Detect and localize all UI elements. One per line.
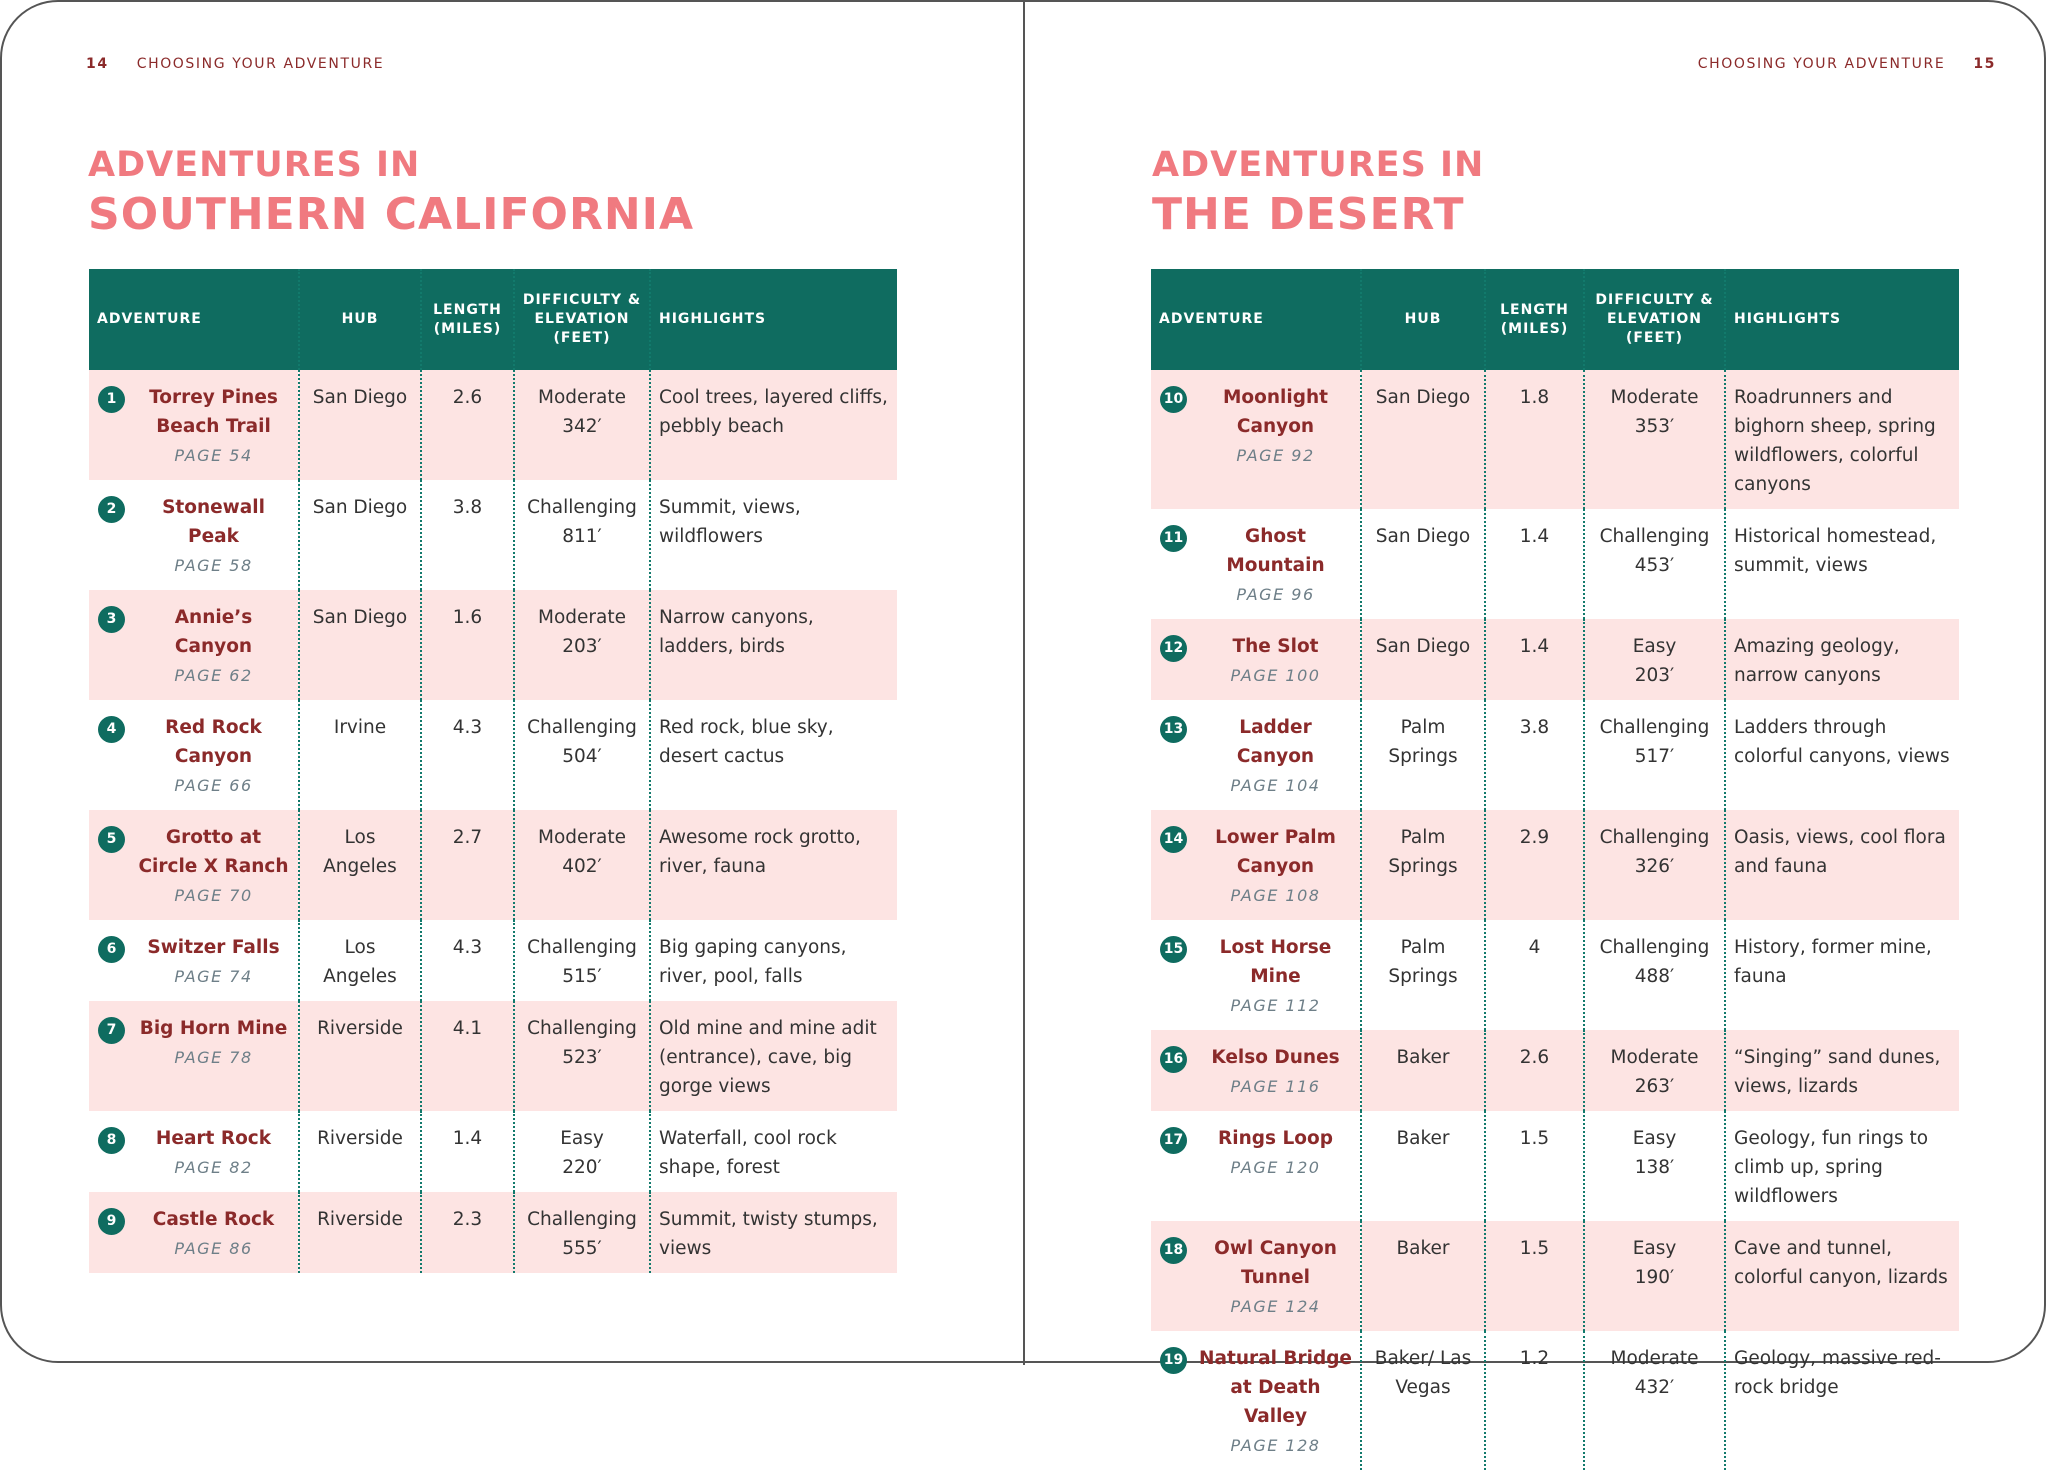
length-cell: 2.9 [1485, 810, 1584, 920]
adventure-name: Torrey Pines Beach Trail [149, 387, 278, 437]
adventure-cell [1151, 810, 1361, 920]
table-header-row [89, 269, 897, 370]
table-row [89, 1001, 897, 1111]
length-cell: 1.2 [1485, 1331, 1584, 1470]
hub-cell: Baker [1361, 1111, 1485, 1221]
elevation-value: 402′ [562, 856, 602, 877]
length-cell: 1.4 [421, 1111, 514, 1192]
length-cell: 1.5 [1485, 1111, 1584, 1221]
adventure-name: Ladder Canyon [1236, 717, 1315, 767]
adventure-name: Lost Horse Mine [1219, 937, 1332, 987]
table-row [89, 810, 897, 920]
adventure-name: Grotto at Circle X Ranch [138, 827, 289, 877]
length-cell: 4.3 [421, 920, 514, 1001]
length-cell: 2.7 [421, 810, 514, 920]
length-cell: 2.6 [1485, 1030, 1584, 1111]
difficulty-label: Moderate [538, 827, 626, 848]
hub-cell: Riverside [299, 1111, 421, 1192]
table-row [1151, 1221, 1959, 1331]
adventure-number-badge: 2 [98, 496, 125, 523]
highlights-cell: Waterfall, cool rock shape, forest [650, 1111, 897, 1192]
elevation-value: 515′ [562, 966, 602, 987]
difficulty-cell [514, 370, 650, 480]
difficulty-label: Challenging [1599, 827, 1710, 848]
elevation-value: 453′ [1634, 555, 1675, 576]
header-difficulty: DIFFICULTY & ELEVATION (FEET) [1584, 269, 1725, 370]
adventure-name: Owl Canyon Tunnel [1214, 1238, 1337, 1288]
adventure-page-ref: PAGE 128 [1230, 1436, 1321, 1455]
adventure-page-ref: PAGE 78 [174, 1048, 253, 1067]
elevation-value: 203′ [562, 636, 602, 657]
hub-cell: San Diego [1361, 619, 1485, 700]
header-length: LENGTH (MILES) [421, 269, 514, 370]
hub-cell: Baker [1361, 1221, 1485, 1331]
header-adventure: ADVENTURE [1151, 269, 1361, 370]
adventure-number-badge: 6 [98, 936, 125, 963]
adventure-number-badge: 9 [98, 1208, 125, 1235]
adventure-page-ref: PAGE 116 [1230, 1077, 1321, 1096]
length-cell: 1.8 [1485, 370, 1584, 509]
adventure-page-ref: PAGE 124 [1230, 1297, 1321, 1316]
table-row [1151, 1331, 1959, 1470]
difficulty-label: Challenging [527, 497, 637, 518]
hub-cell: Palm Springs [1361, 700, 1485, 810]
length-cell: 1.4 [1485, 509, 1584, 619]
hub-cell: San Diego [1361, 370, 1485, 509]
length-cell: 4.1 [421, 1001, 514, 1111]
highlights-cell: Summit, twisty stumps, views [650, 1192, 897, 1273]
difficulty-label: Moderate [1610, 387, 1699, 408]
adventure-page-ref: PAGE 96 [1236, 585, 1315, 604]
elevation-value: 190′ [1634, 1267, 1675, 1288]
difficulty-cell [1584, 1331, 1725, 1470]
adventure-cell [1151, 1331, 1361, 1470]
adventure-name: Stonewall Peak [162, 497, 265, 547]
adventure-number-badge: 4 [98, 716, 125, 743]
adventure-cell [89, 480, 299, 590]
header-length: LENGTH (MILES) [1485, 269, 1584, 370]
adventure-name: Red Rock Canyon [165, 717, 262, 767]
length-cell: 3.8 [1485, 700, 1584, 810]
highlights-cell: Cool trees, layered cliffs, pebbly beach [650, 370, 897, 480]
left-page-number: 14 [86, 56, 109, 72]
adventure-number-badge: 12 [1160, 635, 1187, 662]
difficulty-label: Easy [1632, 1128, 1677, 1149]
difficulty-cell [514, 920, 650, 1001]
adventure-page-ref: PAGE 112 [1230, 996, 1321, 1015]
difficulty-cell [1584, 509, 1725, 619]
elevation-value: 138′ [1634, 1157, 1675, 1178]
elevation-value: 523′ [562, 1047, 602, 1068]
adventure-cell [89, 590, 299, 700]
elevation-value: 432′ [1634, 1377, 1675, 1398]
difficulty-label: Challenging [527, 937, 637, 958]
difficulty-cell [514, 590, 650, 700]
difficulty-cell [514, 1192, 650, 1273]
difficulty-label: Moderate [538, 607, 626, 628]
right-page-title [1152, 140, 1484, 240]
left-running-head [86, 56, 384, 72]
hub-cell: Baker [1361, 1030, 1485, 1111]
adventure-number-badge: 14 [1160, 826, 1187, 853]
length-cell: 1.6 [421, 590, 514, 700]
length-cell: 2.3 [421, 1192, 514, 1273]
highlights-cell: Narrow canyons, ladders, birds [650, 590, 897, 700]
adventure-number-badge: 8 [98, 1127, 125, 1154]
left-adventures-table [89, 269, 897, 1273]
highlights-cell: History, former mine, fauna [1725, 920, 1959, 1030]
difficulty-cell [1584, 1030, 1725, 1111]
adventure-number-badge: 7 [98, 1017, 125, 1044]
difficulty-cell [1584, 810, 1725, 920]
difficulty-cell [514, 480, 650, 590]
adventure-cell [1151, 1221, 1361, 1331]
adventure-name: Ghost Mountain [1226, 526, 1325, 576]
adventure-name: Castle Rock [152, 1209, 275, 1230]
hub-cell: Los Angeles [299, 920, 421, 1001]
adventure-cell [1151, 700, 1361, 810]
difficulty-label: Challenging [1599, 717, 1710, 738]
adventure-cell [89, 1111, 299, 1192]
adventure-page-ref: PAGE 92 [1236, 446, 1315, 465]
highlights-cell: Big gaping canyons, river, pool, falls [650, 920, 897, 1001]
hub-cell: Irvine [299, 700, 421, 810]
adventure-page-ref: PAGE 104 [1230, 776, 1321, 795]
elevation-value: 488′ [1634, 966, 1675, 987]
hub-cell: San Diego [1361, 509, 1485, 619]
right-running-head [1698, 56, 1996, 72]
difficulty-cell [1584, 1221, 1725, 1331]
elevation-value: 517′ [1634, 746, 1675, 767]
highlights-cell: Old mine and mine adit (entrance), cave, big gorge views [650, 1001, 897, 1111]
adventure-number-badge: 1 [98, 386, 125, 413]
difficulty-cell [1584, 920, 1725, 1030]
adventure-page-ref: PAGE 120 [1230, 1158, 1321, 1177]
header-highlights: HIGHLIGHTS [1725, 269, 1959, 370]
hub-cell: Palm Springs [1361, 920, 1485, 1030]
adventure-number-badge: 17 [1160, 1127, 1187, 1154]
adventure-cell [1151, 509, 1361, 619]
length-cell: 2.6 [421, 370, 514, 480]
difficulty-label: Easy [560, 1128, 604, 1149]
hub-cell: San Diego [299, 370, 421, 480]
table-row [89, 1111, 897, 1192]
adventure-name: Rings Loop [1218, 1128, 1333, 1149]
adventure-number-badge: 16 [1160, 1046, 1187, 1073]
highlights-cell: Oasis, views, cool flora and fauna [1725, 810, 1959, 920]
elevation-value: 811′ [562, 526, 602, 547]
table-row [89, 480, 897, 590]
hub-cell: Riverside [299, 1001, 421, 1111]
length-cell: 1.4 [1485, 619, 1584, 700]
hub-cell: Los Angeles [299, 810, 421, 920]
adventure-page-ref: PAGE 74 [174, 967, 253, 986]
adventure-page-ref: PAGE 58 [174, 556, 253, 575]
header-hub: HUB [1361, 269, 1485, 370]
left-title-line2: SOUTHERN CALIFORNIA [88, 189, 695, 240]
adventure-number-badge: 3 [98, 606, 125, 633]
hub-cell: Palm Springs [1361, 810, 1485, 920]
adventure-name: Big Horn Mine [139, 1018, 288, 1039]
adventure-name: Natural Bridge at Death Valley [1199, 1348, 1352, 1427]
difficulty-label: Challenging [1599, 937, 1710, 958]
table-row [89, 920, 897, 1001]
table-row [1151, 619, 1959, 700]
header-difficulty: DIFFICULTY & ELEVATION (FEET) [514, 269, 650, 370]
adventure-cell [1151, 1111, 1361, 1221]
adventure-page-ref: PAGE 86 [174, 1239, 253, 1258]
length-cell: 4 [1485, 920, 1584, 1030]
difficulty-cell [1584, 370, 1725, 509]
header-highlights: HIGHLIGHTS [650, 269, 897, 370]
header-adventure: ADVENTURE [89, 269, 299, 370]
elevation-value: 555′ [562, 1238, 602, 1259]
right-title-line1: ADVENTURES IN [1152, 145, 1485, 185]
difficulty-cell [514, 700, 650, 810]
right-adventures-table [1151, 269, 1959, 1470]
adventure-page-ref: PAGE 54 [174, 446, 253, 465]
adventure-name: Lower Palm Canyon [1215, 827, 1336, 877]
adventure-number-badge: 15 [1160, 936, 1187, 963]
adventure-name: Switzer Falls [147, 937, 280, 958]
table-row [1151, 700, 1959, 810]
elevation-value: 504′ [562, 746, 602, 767]
adventure-name: The Slot [1232, 636, 1319, 657]
table-header-row [1151, 269, 1959, 370]
difficulty-label: Moderate [1610, 1348, 1699, 1369]
adventure-cell [89, 1001, 299, 1111]
adventure-number-badge: 13 [1160, 716, 1187, 743]
length-cell: 4.3 [421, 700, 514, 810]
adventure-number-badge: 10 [1160, 386, 1187, 413]
table-row [1151, 810, 1959, 920]
difficulty-cell [1584, 619, 1725, 700]
hub-cell: San Diego [299, 590, 421, 700]
adventure-name: Kelso Dunes [1211, 1047, 1340, 1068]
highlights-cell: Historical homestead, summit, views [1725, 509, 1959, 619]
table-row [1151, 920, 1959, 1030]
elevation-value: 203′ [1634, 665, 1675, 686]
difficulty-label: Challenging [527, 717, 637, 738]
difficulty-cell [514, 1001, 650, 1111]
hub-cell: San Diego [299, 480, 421, 590]
highlights-cell: Geology, fun rings to climb up, spring wildflowers [1725, 1111, 1959, 1221]
adventure-cell [89, 920, 299, 1001]
table-row [1151, 370, 1959, 509]
difficulty-cell [1584, 700, 1725, 810]
table-row [89, 1192, 897, 1273]
highlights-cell: Amazing geology, narrow canyons [1725, 619, 1959, 700]
adventure-cell [1151, 1030, 1361, 1111]
elevation-value: 342′ [562, 416, 602, 437]
difficulty-label: Easy [1632, 1238, 1677, 1259]
table-row [89, 590, 897, 700]
highlights-cell: Geology, massive red-rock bridge [1725, 1331, 1959, 1470]
difficulty-cell [1584, 1111, 1725, 1221]
adventure-name: Moonlight Canyon [1223, 387, 1328, 437]
difficulty-cell [514, 810, 650, 920]
table-row [1151, 1030, 1959, 1111]
elevation-value: 263′ [1634, 1076, 1675, 1097]
length-cell: 3.8 [421, 480, 514, 590]
left-page-title [88, 140, 694, 240]
difficulty-label: Moderate [538, 387, 626, 408]
hub-cell: Baker/ Las Vegas [1361, 1331, 1485, 1470]
highlights-cell: Awesome rock grotto, river, fauna [650, 810, 897, 920]
adventure-number-badge: 11 [1160, 525, 1187, 552]
adventure-cell [1151, 370, 1361, 509]
highlights-cell: Roadrunners and bighorn sheep, spring wildflowers, colorful canyons [1725, 370, 1959, 509]
adventure-cell [89, 370, 299, 480]
difficulty-label: Moderate [1610, 1047, 1699, 1068]
adventure-cell [89, 810, 299, 920]
adventure-page-ref: PAGE 82 [174, 1158, 253, 1177]
difficulty-cell [514, 1111, 650, 1192]
highlights-cell: Ladders through colorful canyons, views [1725, 700, 1959, 810]
table-row [1151, 509, 1959, 619]
left-title-line1: ADVENTURES IN [88, 145, 421, 185]
elevation-value: 353′ [1634, 416, 1675, 437]
table-row [89, 700, 897, 810]
difficulty-label: Easy [1632, 636, 1677, 657]
highlights-cell: Summit, views, wildflowers [650, 480, 897, 590]
adventure-number-badge: 5 [98, 826, 125, 853]
adventure-cell [1151, 619, 1361, 700]
adventure-page-ref: PAGE 70 [174, 886, 253, 905]
adventure-page-ref: PAGE 66 [174, 776, 253, 795]
table-row [1151, 1111, 1959, 1221]
table-row [89, 370, 897, 480]
adventure-cell [89, 1192, 299, 1273]
adventure-name: Heart Rock [155, 1128, 272, 1149]
hub-cell: Riverside [299, 1192, 421, 1273]
adventure-page-ref: PAGE 100 [1230, 666, 1321, 685]
highlights-cell: Cave and tunnel, colorful canyon, lizards [1725, 1221, 1959, 1331]
length-cell: 1.5 [1485, 1221, 1584, 1331]
elevation-value: 326′ [1634, 856, 1675, 877]
highlights-cell: “Singing” sand dunes, views, lizards [1725, 1030, 1959, 1111]
right-running-head-text: CHOOSING YOUR ADVENTURE [1697, 56, 1946, 72]
adventure-number-badge: 19 [1160, 1347, 1187, 1374]
highlights-cell: Red rock, blue sky, desert cactus [650, 700, 897, 810]
adventure-number-badge: 18 [1160, 1237, 1187, 1264]
right-page-number: 15 [1973, 56, 1996, 72]
book-spine [1023, 0, 1025, 1365]
adventure-page-ref: PAGE 108 [1230, 886, 1321, 905]
difficulty-label: Challenging [527, 1209, 637, 1230]
elevation-value: 220′ [562, 1157, 602, 1178]
left-running-head-text: CHOOSING YOUR ADVENTURE [136, 56, 385, 72]
adventure-page-ref: PAGE 62 [174, 666, 253, 685]
right-title-line2: THE DESERT [1152, 189, 1465, 240]
adventure-cell [1151, 920, 1361, 1030]
difficulty-label: Challenging [527, 1018, 637, 1039]
adventure-name: Annie’s Canyon [174, 607, 253, 657]
difficulty-label: Challenging [1599, 526, 1710, 547]
adventure-cell [89, 700, 299, 810]
header-hub: HUB [299, 269, 421, 370]
